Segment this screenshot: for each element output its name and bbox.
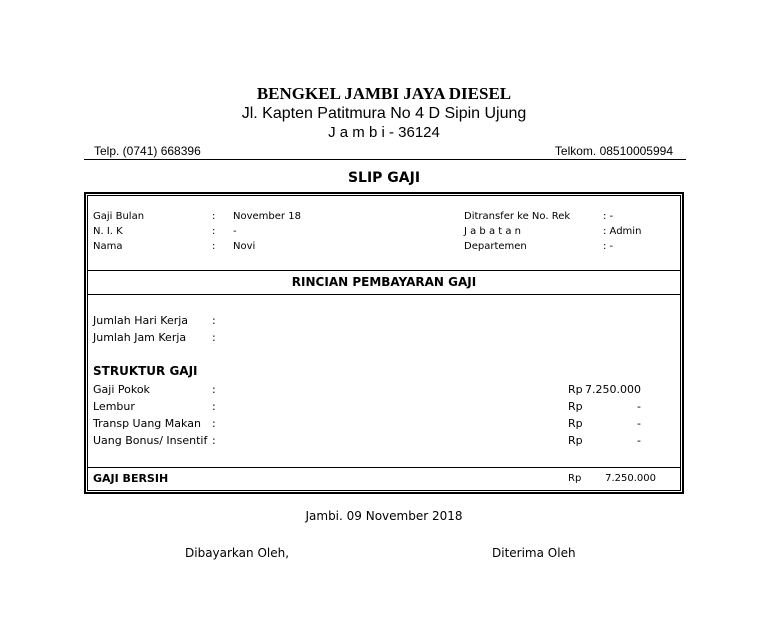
colon: : <box>212 211 216 222</box>
currency: Rp <box>568 383 583 396</box>
currency: Rp <box>568 417 583 430</box>
label-transp: Transp Uang Makan <box>93 417 201 430</box>
colon: : <box>212 400 216 413</box>
company-phone: Telp. (0741) 668396 <box>94 144 201 158</box>
gaji-bersih-amount: 7.250.000 <box>605 473 656 484</box>
colon: : <box>212 226 216 237</box>
paid-by-label: Dibayarkan Oleh, <box>185 546 290 560</box>
value-nama: Novi <box>233 241 256 252</box>
received-by-label: Diterima Oleh <box>492 546 576 560</box>
amount-lembur: - <box>637 400 641 413</box>
amount-transp: - <box>637 417 641 430</box>
company-city: J a m b i - 36124 <box>328 124 440 141</box>
colon: : <box>212 241 216 252</box>
company-name: BENGKEL JAMBI JAYA DIESEL <box>256 84 512 103</box>
value-rekening: : - <box>603 211 614 222</box>
slip-date: Jambi. 09 November 2018 <box>305 509 463 523</box>
total-divider <box>87 467 681 468</box>
label-gaji-pokok: Gaji Pokok <box>93 383 150 396</box>
info-divider <box>87 270 681 271</box>
label-jam-kerja: Jumlah Jam Kerja <box>93 331 187 344</box>
gaji-bersih-label: GAJI BERSIH <box>93 472 169 485</box>
label-bonus: Uang Bonus/ Insentif <box>93 434 208 447</box>
value-gaji-bulan: November 18 <box>233 211 301 222</box>
header-divider <box>84 159 686 160</box>
colon: : <box>212 314 216 327</box>
colon: : <box>212 434 216 447</box>
colon: : <box>212 383 216 396</box>
amount-gaji-pokok: 7.250.000 <box>585 383 641 396</box>
colon: : <box>212 331 216 344</box>
currency: Rp <box>568 400 583 413</box>
company-address: Jl. Kapten Patitmura No 4 D Sipin Ujung <box>241 105 527 122</box>
label-gaji-bulan: Gaji Bulan <box>93 211 145 222</box>
total-currency: Rp <box>568 473 582 484</box>
label-jabatan: J a b a t a n <box>464 226 522 237</box>
rincian-title: RINCIAN PEMBAYARAN GAJI <box>291 275 477 289</box>
label-nama: Nama <box>93 241 123 252</box>
label-hari-kerja: Jumlah Hari Kerja <box>93 314 189 327</box>
label-departemen: Departemen <box>464 241 527 252</box>
company-telkom: Telkom. 08510005994 <box>554 144 673 158</box>
struktur-title: STRUKTUR GAJI <box>93 364 198 378</box>
rincian-divider <box>87 294 681 295</box>
value-departemen: : - <box>603 241 614 252</box>
slip-title: SLIP GAJI <box>347 170 421 186</box>
colon: : <box>212 417 216 430</box>
label-nik: N. I. K <box>93 226 123 237</box>
value-nik: - <box>233 226 237 237</box>
value-jabatan: : Admin <box>603 226 642 237</box>
amount-bonus: - <box>637 434 641 447</box>
currency: Rp <box>568 434 583 447</box>
label-rekening: Ditransfer ke No. Rek <box>464 211 571 222</box>
label-lembur: Lembur <box>93 400 135 413</box>
